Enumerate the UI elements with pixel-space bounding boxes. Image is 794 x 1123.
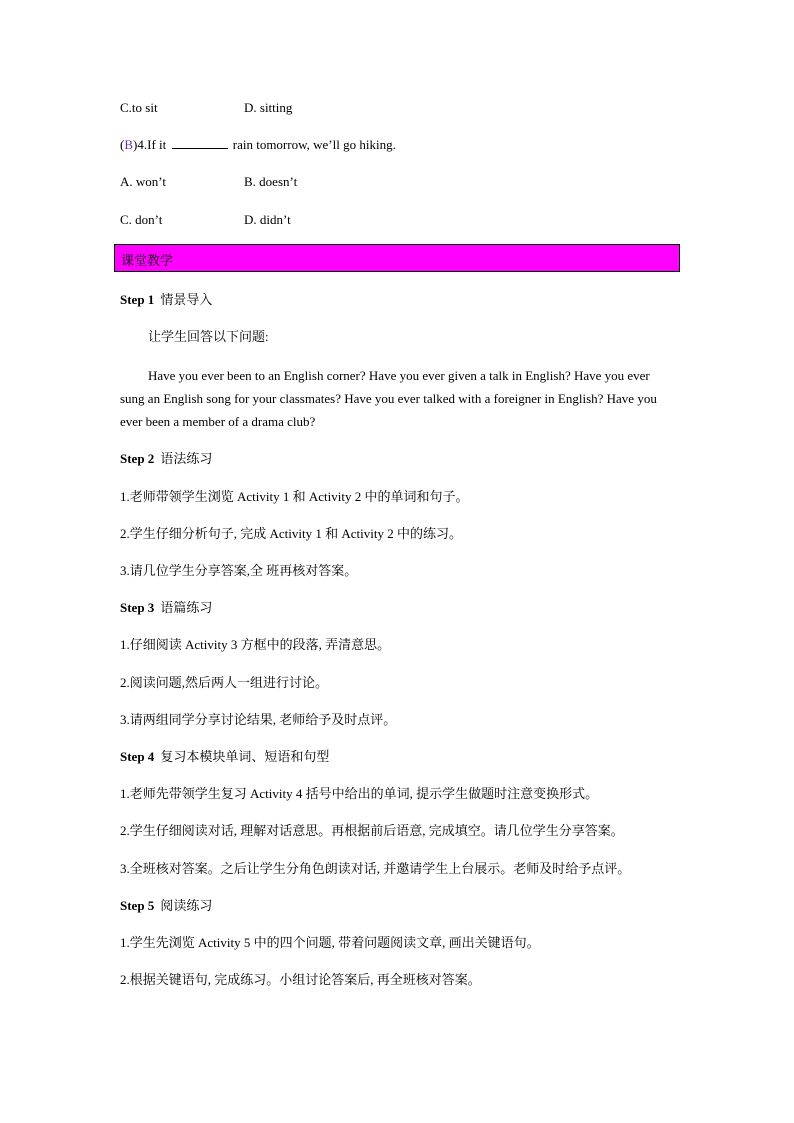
- option-d: D. didn’t: [244, 212, 291, 227]
- section-banner: [114, 244, 680, 272]
- answer-blank: [172, 136, 228, 149]
- list-item: 1.仔细阅读 Activity 3 方框中的段落, 弄清意思。: [120, 637, 391, 652]
- step-title: 情景导入: [160, 293, 213, 308]
- list-item: 1.老师先带领学生复习 Activity 4 括号中给出的单词, 提示学生做题时注意变换形式。: [120, 786, 599, 801]
- step-label: Step 4: [120, 749, 155, 764]
- answer-mark: B: [124, 137, 134, 152]
- question-4-stem-start: 4.If it: [137, 137, 167, 152]
- list-item: 2.学生仔细阅读对话, 理解对话意思。再根据前后语意, 完成填空。请几位学生分享答案。: [120, 823, 624, 838]
- option-c: C.to sit: [120, 100, 158, 115]
- step-3-heading: [120, 599, 212, 618]
- step-1-questions-paragraph: Have you ever been to an English corner? Have you ever given a talk in English? Have you ever sung an English song for your classmates? Have you ever talked with a foreigner in English? Have you ever been a member of a drama club?: [120, 368, 657, 429]
- step-title: 语法练习: [160, 452, 213, 467]
- step-label: Step 5: [120, 898, 155, 913]
- option-a: A. won’t: [120, 174, 166, 189]
- list-item: 3.请几位学生分享答案,全 班再核对答案。: [120, 563, 358, 578]
- step-5-heading: [120, 897, 212, 916]
- list-item: 2.阅读问题,然后两人一组进行讨论。: [120, 675, 329, 690]
- step-1-intro: 让学生回答以下问题:: [148, 329, 269, 344]
- question-4-stem-end: rain tomorrow, we’ll go hiking.: [232, 137, 396, 152]
- step-title: 复习本模块单词、短语和句型: [160, 750, 330, 765]
- step-1-heading: [120, 291, 212, 310]
- option-d: D. sitting: [244, 100, 293, 115]
- list-item: 3.全班核对答案。之后让学生分角色朗读对话, 并邀请学生上台展示。老师及时给予点评。: [120, 861, 631, 876]
- step-label: Step 2: [120, 451, 155, 466]
- question-4: (B)4.If it rain tomorrow, we’ll go hiking.: [120, 137, 396, 152]
- step-title: 语篇练习: [160, 601, 213, 616]
- list-item: 3.请两组同学分享讨论结果, 老师给予及时点评。: [120, 712, 397, 727]
- option-b: B. doesn’t: [244, 174, 298, 189]
- step-2-heading: [120, 450, 212, 469]
- list-item: 2.根据关键语句, 完成练习。小组讨论答案后, 再全班核对答案。: [120, 972, 481, 987]
- step-label: Step 3: [120, 600, 155, 615]
- list-item: 1.老师带领学生浏览 Activity 1 和 Activity 2 中的单词和句子。: [120, 489, 469, 504]
- step-title: 阅读练习: [160, 899, 213, 914]
- option-c: C. don’t: [120, 212, 163, 227]
- list-item: 2.学生仔细分析句子, 完成 Activity 1 和 Activity 2 中的练习。: [120, 526, 462, 541]
- list-item: 1.学生先浏览 Activity 5 中的四个问题, 带着问题阅读文章, 画出关键语句。: [120, 935, 540, 950]
- step-label: Step 1: [120, 292, 155, 307]
- section-banner-label: 课堂教学: [121, 254, 174, 269]
- step-4-heading: [120, 748, 329, 767]
